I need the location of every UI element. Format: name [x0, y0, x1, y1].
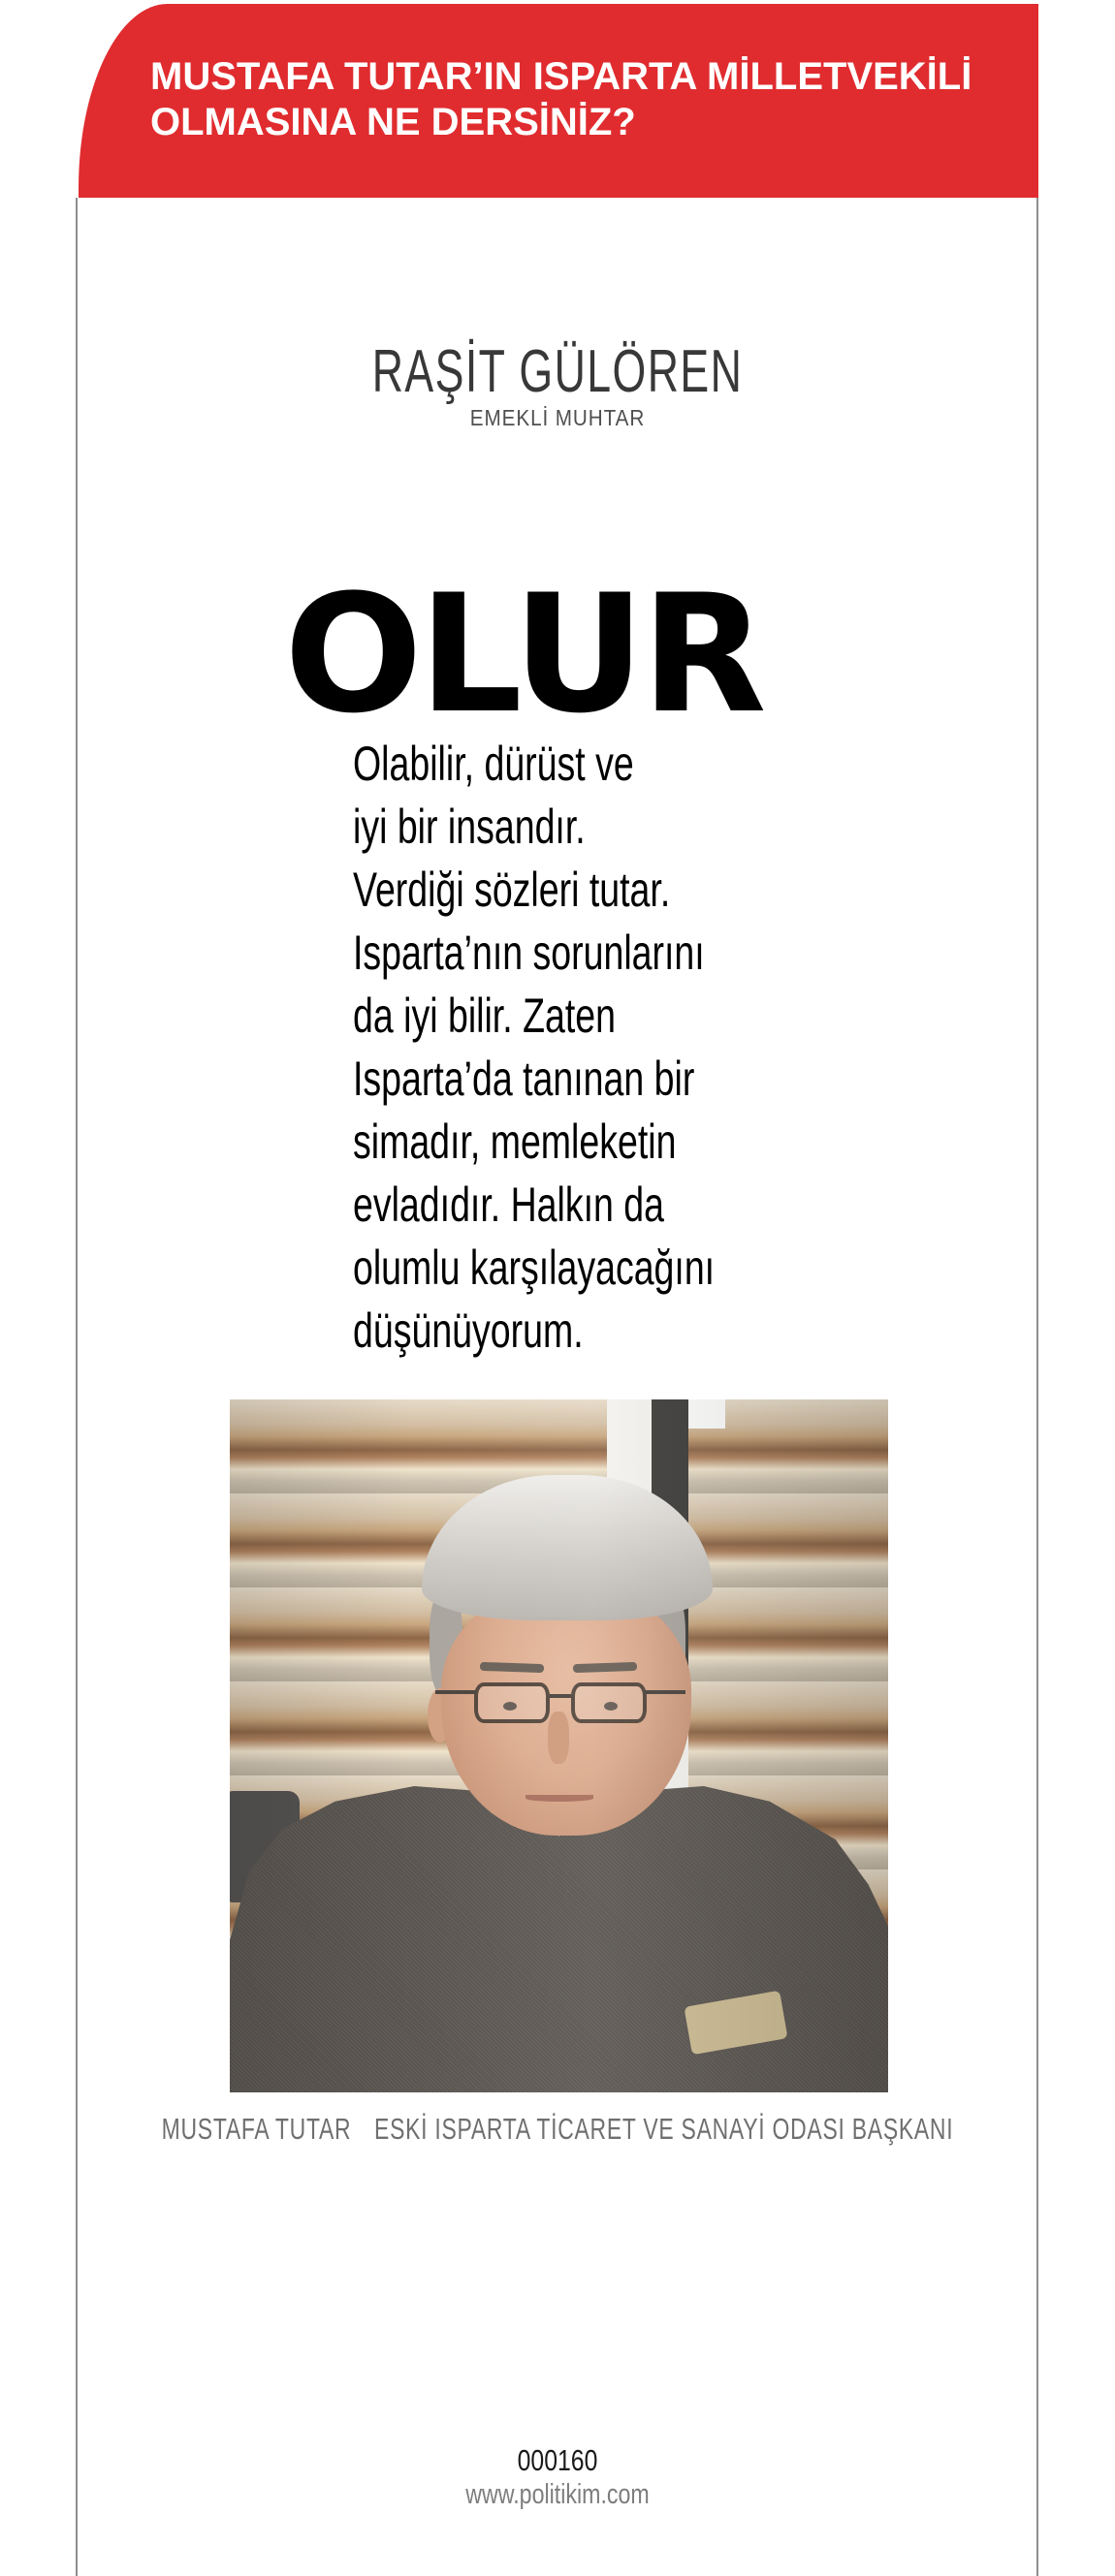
- pocket-square: [684, 1991, 787, 2056]
- mouth: [526, 1795, 593, 1802]
- statement-line: da iyi bilir. Zaten: [353, 989, 616, 1043]
- footer-code: 000160: [517, 2443, 598, 2477]
- glasses-right-lens: [571, 1682, 647, 1723]
- question-line-2: OLMASINA NE DERSİNİZ?: [150, 101, 636, 143]
- glasses-temple-right: [645, 1690, 685, 1694]
- eye-left: [503, 1702, 517, 1711]
- photo-caption: [161, 2111, 954, 2148]
- statement-line: olumlu karşılayacağını: [353, 1241, 716, 1295]
- respondent-title: EMEKLİ MUHTAR: [469, 405, 646, 430]
- statement-line: Olabilir, dürüst ve: [353, 737, 634, 791]
- window-pillar: [607, 1399, 688, 1806]
- card-border-left: [76, 198, 78, 2576]
- hair-side-right: [653, 1589, 685, 1696]
- ear-left: [428, 1688, 453, 1743]
- statement-line: iyi bir insandır.: [353, 800, 586, 854]
- neck: [523, 1782, 592, 1871]
- footer-website: www.politikim.com: [465, 2479, 650, 2510]
- answer-statement: [353, 733, 715, 1363]
- tie-knot: [542, 1870, 575, 1903]
- face: [441, 1584, 691, 1836]
- window-corner: [688, 1399, 725, 1429]
- caption-title: ESKİ ISPARTA TİCARET VE SANAYİ ODASI BAŞKANI: [374, 2112, 954, 2146]
- caption-name: MUSTAFA TUTAR: [161, 2112, 352, 2146]
- card-border-right: [1036, 198, 1038, 2576]
- portrait-photo: [230, 1399, 888, 2092]
- hair-side-left: [430, 1589, 462, 1696]
- question-line-1: MUSTAFA TUTAR’IN ISPARTA MİLLETVEKİLİ: [150, 55, 972, 98]
- window-frame: [652, 1399, 688, 1682]
- eye-right: [604, 1702, 618, 1711]
- question-banner: [79, 4, 1038, 198]
- respondent-name: RAŞİT GÜLÖREN: [371, 338, 744, 405]
- statement-line: düşünüyorum.: [353, 1304, 584, 1358]
- statement-line: Isparta’nın sorunlarını: [353, 926, 705, 980]
- statement-line: Isparta’da tanınan bir: [353, 1052, 695, 1106]
- statement-line: evladıdır. Halkın da: [353, 1178, 665, 1232]
- tie: [532, 1896, 585, 2092]
- eyebrow-right: [573, 1662, 637, 1673]
- eyebrow-left: [480, 1662, 544, 1673]
- statement-line: simadır, memleketin: [353, 1115, 677, 1169]
- glasses-left-lens: [474, 1682, 550, 1723]
- nose: [548, 1712, 569, 1764]
- hair: [422, 1475, 713, 1620]
- ear-right: [662, 1688, 687, 1743]
- statement-line: Verdiği sözleri tutar.: [353, 863, 671, 917]
- shirt-collar: [230, 1399, 888, 2092]
- glasses-bridge: [550, 1694, 571, 1698]
- answer-word: OLUR: [284, 559, 763, 749]
- suit-jacket: [230, 1399, 888, 2092]
- office-chair: [230, 1791, 300, 1902]
- glasses-temple-left: [435, 1690, 476, 1694]
